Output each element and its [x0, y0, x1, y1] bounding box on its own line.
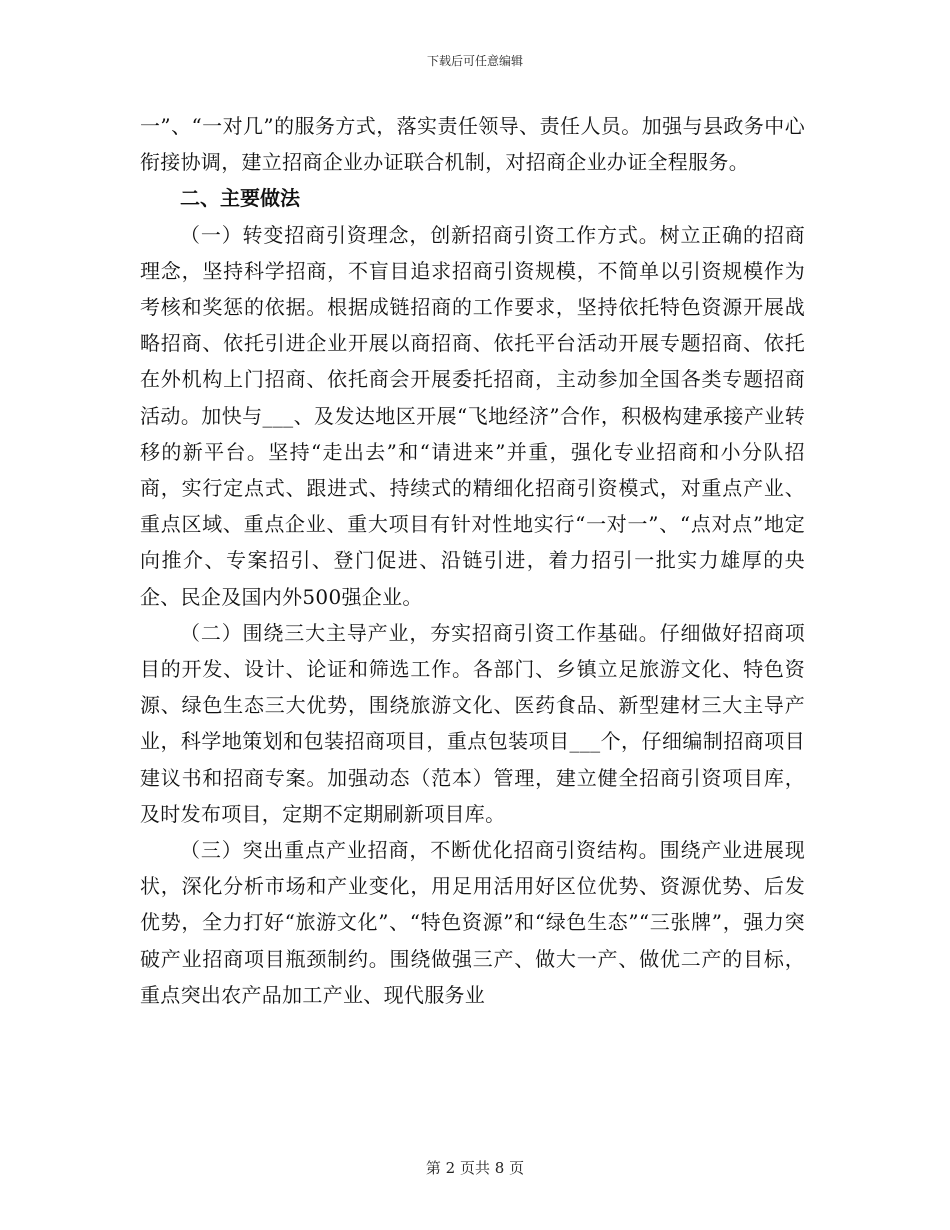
section-heading: 二、主要做法: [180, 186, 300, 211]
page-number: 第 2 页共 8 页: [425, 1159, 525, 1177]
document-body: [140, 108, 805, 1013]
paragraph-2: （二）围绕三大主导产业，夯实招商引资工作基础。仔细做好招商项目的开发、设计、论证和筛选工作。各部门、乡镇立足旅游文化、特色资源、绿色生态三大优势，围绕旅游文化、医药食品、新型建材三大主导产业，科学地策划和包装招商项目，重点包装项目___个，仔细编制招商项目建议书和招商专案。加强动态（范本）管理，建立健全招商引资项目库，及时发布项目，定期不定期刷新项目库。: [140, 620, 805, 826]
page-header: 下载后可任意编辑: [426, 54, 523, 68]
paragraph-continued: 一”、“一对几”的服务方式，落实责任领导、责任人员。加强与县政务中心衔接协调，建立招商企业办证联合机制，对招商企业办证全程服务。: [140, 114, 805, 175]
paragraph-3: （三）突出重点产业招商，不断优化招商引资结构。围绕产业进展现状，深化分析市场和产业变化，用足用活用好区位优势、资源优势、后发优势，全力打好“旅游文化”、“特色资源”和“绿色生态”“三张牌”，强力突破产业招商项目瓶颈制约。围绕做强三产、做大一产、做优二产的目标，重点突出农产品加工产业、现代服务业: [140, 838, 805, 1007]
paragraph-1: （一）转变招商引资理念，创新招商引资工作方式。树立正确的招商理念，坚持科学招商，不盲目追求招商引资规模，不简单以引资规模作为考核和奖惩的依据。根据成链招商的工作要求，坚持依托特色资源开展战略招商、依托引进企业开展以商招商、依托平台活动开展专题招商、依托在外机构上门招商、依托商会开展委托招商，主动参加全国各类专题招商活动。加快与___、及发达地区开展“飞地经济”合作，积极构建承接产业转移的新平台。坚持“走出去”和“请进来”并重，强化专业招商和小分队招商，实行定点式、跟进式、持续式的精细化招商引资模式，对重点产业、重点区域、重点企业、重大项目有针对性地实行“一对一”、“点对点”地定向推介、专案招引、登门促进、沿链引进，着力招引一批实力雄厚的央企、民企及国内外500强企业。: [140, 222, 805, 609]
